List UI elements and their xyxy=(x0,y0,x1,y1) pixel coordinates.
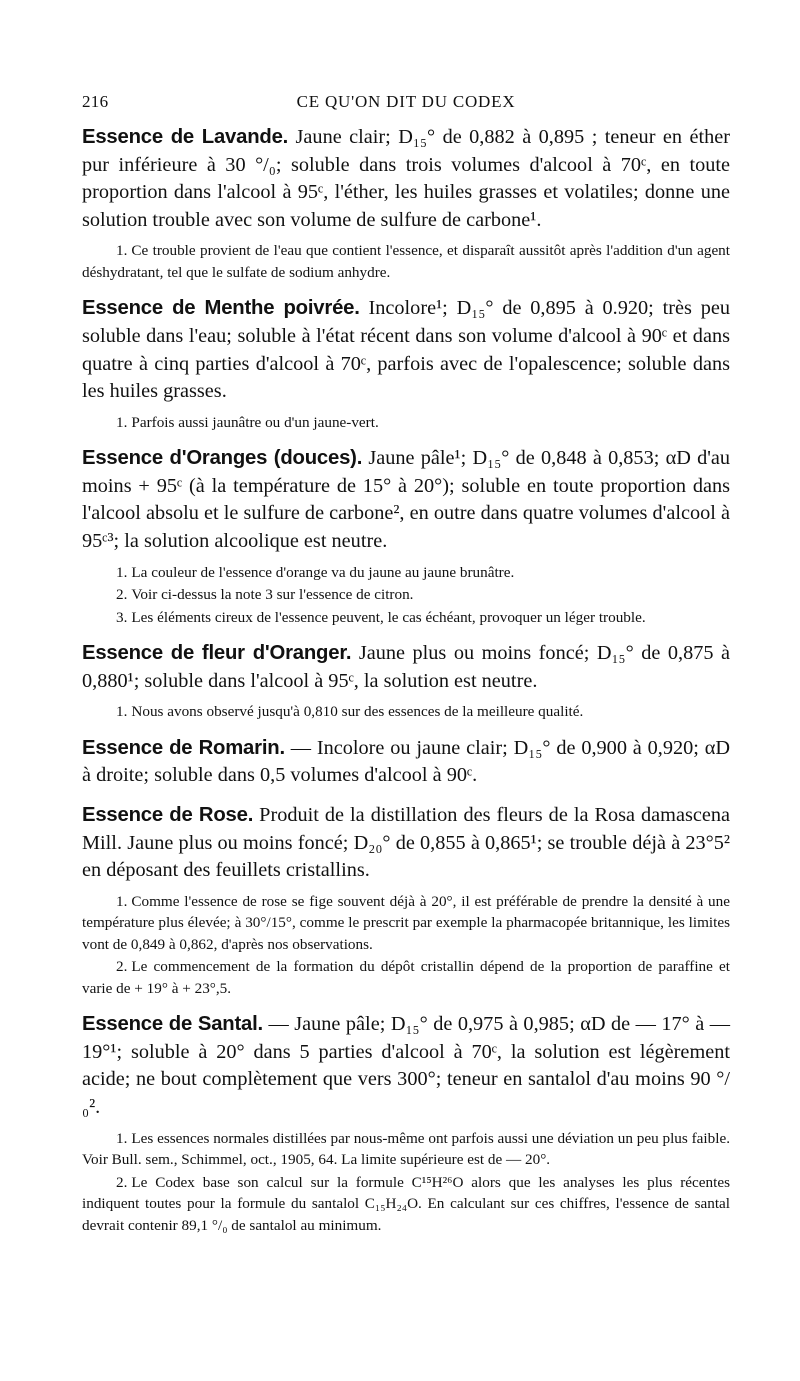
footnote-text: Nous avons observé jusqu'à 0,810 sur des essences de la meilleure qualité. xyxy=(131,703,584,721)
entry-santal xyxy=(82,1011,730,1121)
footnote xyxy=(82,607,730,629)
footnotes-lavande xyxy=(82,240,730,283)
footnote-number: 1. xyxy=(116,413,128,431)
entry-title: Essence de Menthe poivrée. xyxy=(82,297,360,320)
entry-title: Essence d'Oranges (douces). xyxy=(82,447,363,470)
footnote-number: 1. xyxy=(116,703,128,721)
entry-lavande xyxy=(82,124,730,234)
footnote xyxy=(82,956,730,999)
entry-title: Essence de Lavande. xyxy=(82,126,289,148)
footnote-text: Ce trouble provient de l'eau que contient l'essence, et disparaît aussitôt après l'addition d'un agent déshydratant, tel que le sulfate de sodium anhydre. xyxy=(82,242,730,281)
entry-body: Produit de la distillation des fleurs de la Rosa damascena Mill. Jaune plus ou moins foncé; D₂₀° de 0,855 à 0,865¹; se trouble déjà à 23°5² en déposant des feuillets cristallins. xyxy=(82,804,730,882)
footnote-number: 1. xyxy=(116,242,128,260)
footnote-text: Les éléments cireux de l'essence peuvent, le cas échéant, provoquer un léger trouble. xyxy=(131,608,646,626)
entry-rose xyxy=(82,802,730,885)
footnote xyxy=(82,1172,730,1237)
footnote xyxy=(82,701,730,723)
footnote xyxy=(82,412,730,434)
footnote-number: 2. xyxy=(116,586,128,604)
page-number: 216 xyxy=(82,92,109,111)
footnote-text: Parfois aussi jaunâtre ou d'un jaune-vert. xyxy=(131,413,379,431)
footnote-text: Voir ci-dessus la note 3 sur l'essence de citron. xyxy=(131,586,414,604)
page-header xyxy=(82,92,730,114)
entry-body: Jaune pâle¹; D₁₅° de 0,848 à 0,853; αD d'au moins + 95ᶜ (à la température de 15° à 20°); soluble en toute proportion dans l'alcool absolu et le sulfure de carbone², en outre dans quatre volumes d'alcool à 95ᶜ³; la solution alcoolique est neutre. xyxy=(82,447,731,553)
footnote xyxy=(82,562,730,584)
footnote-text: Le Codex base son calcul sur la formule C¹⁵H²⁶O alors que les analyses les plus récentes indiquent toutes pour la formule du santalol C₁₅H₂₄O. En calculant sur ces chiffres, l'essence de santal devrait contenir 89,1 °/₀ de santalol au minimum. xyxy=(82,1173,730,1234)
running-head: CE QU'ON DIT DU CODEX xyxy=(296,92,516,111)
footnote-number: 3. xyxy=(116,608,128,626)
footnote-text: Les essences normales distillées par nous-même ont parfois aussi une déviation un peu plus faible. Voir Bull. sem., Schimmel, oct., 1905, 64. La limite supérieure est de — 20°. xyxy=(82,1129,730,1169)
entry-title: Essence de Romarin. xyxy=(82,736,285,759)
footnotes-menthe-poivree xyxy=(82,412,730,434)
footnotes-oranges xyxy=(82,562,730,629)
entry-body: — Incolore ou jaune clair; D₁₅° de 0,900 à 0,920; αD à droite; soluble dans 0,5 volumes d'alcool à 90ᶜ. xyxy=(82,736,730,787)
footnote xyxy=(82,891,730,956)
entry-body: Jaune clair; D₁₅° de 0,882 à 0,895 ; teneur en éther pur inférieure à 30 °/₀; soluble dans trois volumes d'alcool à 70ᶜ, en toute proportion dans l'alcool à 95ᶜ, l'éther, les huiles grasses et volatiles; donne une solution trouble avec son volume de sulfure de carbone¹. xyxy=(82,126,730,231)
book-page xyxy=(82,92,730,1237)
footnote-number: 1. xyxy=(116,892,128,910)
entry-fleur-oranger xyxy=(82,640,730,695)
entry-body: Jaune plus ou moins foncé; D₁₅° de 0,875 à 0,880¹; soluble dans l'alcool à 95ᶜ, la solution est neutre. xyxy=(82,642,731,692)
footnote-number: 2. xyxy=(116,958,128,976)
footnote-number: 1. xyxy=(116,563,128,581)
entry-title: Essence de Santal. xyxy=(82,1013,263,1036)
footnote xyxy=(82,240,730,283)
entry-title: Essence de fleur d'Oranger. xyxy=(82,642,352,665)
footnotes-rose xyxy=(82,891,730,1000)
entry-menthe-poivree xyxy=(82,295,730,405)
entry-body: — Jaune pâle; D₁₅° de 0,975 à 0,985; αD de — 17° à — 19°¹; soluble à 20° dans 5 parties d'alcool à 70ᶜ, la solution est légèrement acide; ne bout complètement que vers 300°; teneur en santalol d'au moins 90 °/₀². xyxy=(82,1013,730,1119)
footnote-number: 2. xyxy=(116,1173,128,1191)
footnote-number: 1. xyxy=(116,1129,128,1147)
footnote-text: Comme l'essence de rose se fige souvent déjà à 20°, il est préférable de prendre la densité à une température plus élevée; à 30°/15°, comme le prescrit par exemple la pharmacopée britannique, les limites vont de 0,849 à 0,862, d'après nos observations. xyxy=(82,892,730,953)
footnote xyxy=(82,584,730,606)
entry-title: Essence de Rose. xyxy=(82,804,254,826)
footnote-text: Le commencement de la formation du dépôt cristallin dépend de la proportion de paraffine et varie de + 19° à + 23°,5. xyxy=(82,958,730,997)
footnote xyxy=(82,1128,730,1171)
entry-romarin xyxy=(82,735,730,790)
entry-body: Incolore¹; D₁₅° de 0,895 à 0.920; très peu soluble dans l'eau; soluble à l'état récent dans son volume d'alcool à 90ᶜ et dans quatre à cinq parties d'alcool à 70ᶜ, parfois avec de l'opalescence; soluble dans les huiles grasses. xyxy=(82,297,731,403)
footnotes-fleur-oranger xyxy=(82,701,730,723)
entry-oranges xyxy=(82,445,730,555)
footnote-text: La couleur de l'essence d'orange va du jaune au jaune brunâtre. xyxy=(131,563,515,581)
footnotes-santal xyxy=(82,1128,730,1237)
